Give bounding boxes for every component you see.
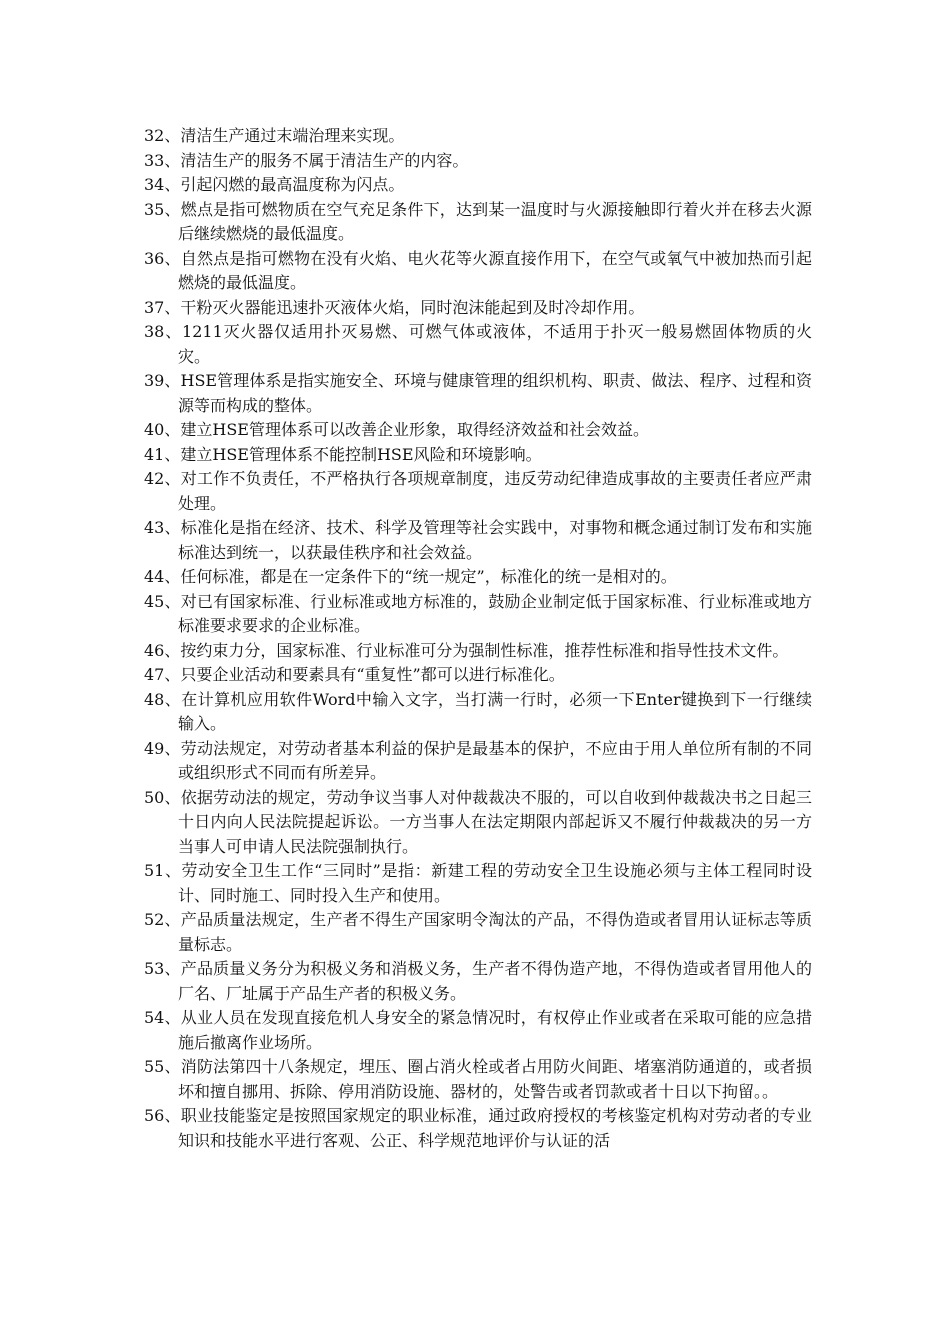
item-text: 对已有国家标准、行业标准或地方标准的，鼓励企业制定低于国家标准、行业标准或地方标准要求要求的企业标准。	[178, 591, 812, 635]
item-number: 42、	[144, 469, 181, 488]
item-text: 消防法第四十八条规定，埋压、圈占消火栓或者占用防火间距、堵塞消防通道的，或者损坏和擅自挪用、拆除、停用消防设施、器材的，处警告或者罚款或者十日以下拘留。。	[178, 1057, 812, 1101]
list-item	[144, 443, 812, 468]
item-number: 53、	[144, 959, 181, 978]
item-text: 职业技能鉴定是按照国家规定的职业标准，通过政府授权的考核鉴定机构对劳动者的专业知识和技能水平进行客观、公正、科学规范地评价与认证的活	[178, 1106, 812, 1150]
item-text: 在计算机应用软件Word中输入文字，当打满一行时，必须一下Enter键换到下一行继续输入。	[178, 689, 812, 733]
item-number: 48、	[144, 689, 182, 709]
list-item	[144, 737, 812, 786]
list-item	[144, 467, 812, 516]
item-text: HSE管理体系是指实施安全、环境与健康管理的组织机构、职责、做法、程序、过程和资源等而构成的整体。	[178, 371, 812, 415]
item-number: 35、	[144, 199, 181, 219]
item-text: 劳动法规定，对劳动者基本利益的保护是最基本的保护，不应由于用人单位所有制的不同或组织形式不同而有所差异。	[178, 738, 812, 782]
item-text: 劳动安全卫生工作“三同时”是指：新建工程的劳动安全卫生设施必须与主体工程同时设计、同时施工、同时投入生产和使用。	[178, 861, 812, 905]
list-item	[144, 1104, 812, 1153]
item-text: 从业人员在发现直接危机人身安全的紧急情况时，有权停止作业或者在采取可能的应急措施后撤离作业场所。	[178, 1008, 812, 1052]
item-text: 只要企业活动和要素具有“重复性”都可以进行标准化。	[180, 665, 565, 684]
item-number: 55、	[144, 1057, 181, 1076]
item-number: 36、	[144, 248, 181, 268]
item-text: 标准化是指在经济、技术、科学及管理等社会实践中，对事物和概念通过制订发布和实施标准达到统一，以获最佳秩序和社会效益。	[178, 518, 812, 562]
list-item	[144, 565, 812, 590]
list-item	[144, 369, 812, 418]
list-item	[144, 296, 812, 321]
item-text: 依据劳动法的规定，劳动争议当事人对仲裁裁决不服的，可以自收到仲裁裁决书之日起三十日内向人民法院提起诉讼。一方当事人在法定期限内部起诉又不履行仲裁裁决的另一方当事人可申请人民法院强制执行。	[178, 787, 812, 856]
list-item	[144, 590, 812, 639]
item-text: 按约束力分，国家标准、行业标准可分为强制性标准，推荐性标准和指导性技术文件。	[180, 640, 789, 660]
list-item	[144, 198, 812, 247]
item-text: 燃点是指可燃物质在空气充足条件下，达到某一温度时与火源接触即行着火并在移去火源后继续燃烧的最低温度。	[178, 199, 812, 243]
item-number: 43、	[144, 518, 181, 537]
item-text: 干粉灭火器能迅速扑灭液体火焰，同时泡沫能起到及时冷却作用。	[180, 297, 645, 317]
item-number: 46、	[144, 640, 181, 660]
item-number: 38、	[144, 322, 183, 341]
item-number: 51、	[144, 861, 182, 880]
item-text: 清洁生产的服务不属于清洁生产的内容。	[180, 150, 469, 170]
item-number: 45、	[144, 591, 181, 611]
list-item	[144, 418, 812, 443]
item-number: 47、	[144, 665, 181, 684]
list-item	[144, 1006, 812, 1055]
list-item	[144, 688, 812, 737]
item-number: 44、	[144, 567, 181, 586]
list-item	[144, 247, 812, 296]
list-item	[144, 516, 812, 565]
list-item	[144, 957, 812, 1006]
list-item	[144, 859, 812, 908]
statement-list	[144, 124, 812, 1153]
item-text: 建立HSE管理体系不能控制HSE风险和环境影响。	[180, 444, 542, 464]
item-text: 任何标准，都是在一定条件下的“统一规定”，标准化的统一是相对的。	[180, 567, 677, 586]
list-item	[144, 124, 812, 149]
item-text: 清洁生产通过末端治理来实现。	[180, 126, 405, 145]
item-number: 37、	[144, 297, 181, 317]
item-text: 产品质量义务分为积极义务和消极义务，生产者不得伪造产地，不得伪造或者冒用他人的厂名、厂址属于产品生产者的积极义务。	[178, 959, 812, 1003]
item-number: 33、	[144, 150, 181, 170]
list-item	[144, 173, 812, 198]
item-number: 49、	[144, 738, 181, 758]
item-number: 50、	[144, 787, 181, 807]
item-text: 产品质量法规定，生产者不得生产国家明令淘汰的产品，不得伪造或者冒用认证标志等质量标志。	[178, 910, 812, 954]
item-text: 引起闪燃的最高温度称为闪点。	[180, 175, 405, 194]
item-text: 1211灭火器仅适用扑灭易燃、可燃气体或液体，不适用于扑灭一般易燃固体物质的火灾。	[178, 322, 812, 366]
list-item	[144, 786, 812, 860]
item-number: 40、	[144, 420, 181, 439]
list-item	[144, 639, 812, 664]
list-item	[144, 908, 812, 957]
list-item	[144, 320, 812, 369]
item-text: 对工作不负责任，不严格执行各项规章制度，违反劳动纪律造成事故的主要责任者应严肃处理。	[178, 469, 812, 513]
item-number: 56、	[144, 1106, 181, 1125]
item-text: 建立HSE管理体系可以改善企业形象，取得经济效益和社会效益。	[180, 420, 649, 439]
item-number: 34、	[144, 175, 181, 194]
item-number: 41、	[144, 444, 181, 464]
list-item	[144, 663, 812, 688]
item-number: 32、	[144, 126, 181, 145]
item-number: 52、	[144, 910, 181, 929]
item-text: 自然点是指可燃物在没有火焰、电火花等火源直接作用下，在空气或氧气中被加热而引起燃烧的最低温度。	[178, 248, 812, 292]
list-item	[144, 1055, 812, 1104]
item-number: 39、	[144, 371, 181, 390]
list-item	[144, 149, 812, 174]
item-number: 54、	[144, 1008, 181, 1027]
